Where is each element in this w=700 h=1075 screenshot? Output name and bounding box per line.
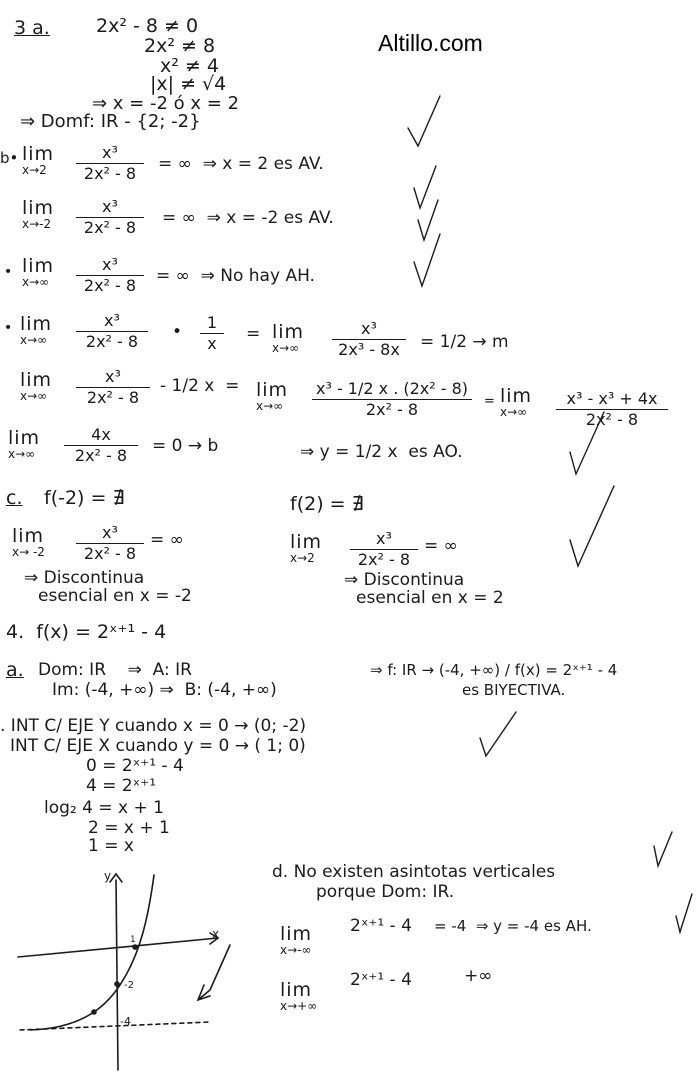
graph-point [115,982,119,986]
discontinuity-1b: esencial en x = -2 [38,586,192,606]
fraction-c2: x³ 2x² - 8 [350,530,418,569]
d2-result: +∞ [464,966,493,986]
limit-b-final: lim x→∞ [8,427,41,461]
domain-result: ⇒ Domf: IR - {2; -2} [20,111,201,132]
exercise-4-title: 4. f(x) = 2ˣ⁺¹ - 4 [6,621,167,643]
limit-m: lim x→∞ [20,313,53,347]
check-mark-icon [414,234,440,286]
exercise-3a-label: 3 a. [14,17,50,39]
item-b-mark: b• [0,149,19,167]
domain-line-4: |x| ≠ √4 [150,73,227,95]
graph-x-label: x [212,927,220,941]
c1-result: = ∞ [150,530,184,550]
b-result: = 0 → b [152,436,219,456]
domain-line-2: 2x² ≠ 8 [144,35,216,57]
check-marks [408,96,692,932]
times-dot: • [172,322,183,342]
solve-step-1: 0 = 2ˣ⁺¹ - 4 [86,756,184,776]
watermark: Altillo.com [378,30,483,56]
f-of-minus-2: f(-2) = ∄ [44,487,125,509]
domain-line-3: x² ≠ 4 [160,55,219,77]
biyectiva: es BIYECTIVA. [462,681,566,699]
check-mark-icon [408,96,440,146]
graph-asymptote-label: -4 [120,1015,131,1028]
limit-d2: lim x→+∞ [280,979,318,1013]
graph-x-mark: 1 [130,935,136,945]
graph-point [92,1010,96,1014]
limit-b2: lim x→∞ [256,379,289,413]
fraction-av1: x³ 2x² - 8 [76,144,144,183]
fraction-b2: x³ - 1/2 x . (2x² - 8) 2x² - 8 [312,380,472,419]
fraction-b3: x³ - x³ + 4x 2x² - 8 [556,390,668,429]
check-mark-icon [654,832,672,866]
d1-result: = -4 ⇒ y = -4 es AH. [434,917,592,935]
limit-b3: lim x→∞ [500,385,533,419]
domain-line-5: ⇒ x = -2 ó x = 2 [92,93,240,114]
discontinuity-2b: esencial en x = 2 [356,588,504,608]
limit-c2: lim x→2 [290,531,323,565]
solve-step-2: 4 = 2ˣ⁺¹ [86,776,157,796]
int-eje-y: . INT C/ EJE Y cuando x = 0 → (0; -2) [0,716,307,736]
d1-expr: 2ˣ⁺¹ - 4 [350,916,412,936]
check-mark-icon [198,945,230,1000]
fraction-b-final: 4x 2x² - 8 [64,426,138,465]
fraction-av2: x³ 2x² - 8 [76,198,144,237]
check-mark-icon [570,486,614,566]
limit-av1: lim x→2 [22,143,55,177]
graph-y-label: y [104,869,112,883]
y-axis [116,880,118,1070]
av1-result: = ∞ ⇒ x = 2 es AV. [158,154,324,174]
av2-result: = ∞ ⇒ x = -2 es AV. [162,208,334,228]
m-result: = 1/2 → m [420,332,509,352]
ah-result: = ∞ ⇒ No hay AH. [156,266,315,286]
exponential-curve [30,875,154,1030]
part-d-line-1: d. No existen asintotas verticales [272,862,556,882]
oblique-asymptote: ⇒ y = 1/2 x es AO. [300,442,463,462]
solve-step-4: 2 = x + 1 [88,818,170,838]
equals: = [246,324,261,344]
fraction-b: x³ 2x² - 8 [76,368,150,407]
limit-av2: lim x→-2 [22,197,55,231]
im-line: Im: (-4, +∞) ⇒ B: (-4, +∞) [52,680,277,700]
solve-step-5: 1 = x [88,836,134,856]
discontinuity-1a: ⇒ Discontinua [24,568,145,588]
d2-expr: 2ˣ⁺¹ - 4 [350,970,412,990]
fraction-1-over-x: 1 x [200,314,224,353]
domain-line-1: 2x² - 8 ≠ 0 [96,15,199,37]
f-of-2: f(2) = ∄ [290,493,364,515]
x-axis [18,938,218,957]
check-mark-icon [570,412,604,474]
limit-ah: lim x→∞ [22,255,55,289]
b-minus: - 1/2 x = [160,376,240,396]
limit-d1: lim x→-∞ [280,923,313,957]
fraction-ah: x³ 2x² - 8 [76,256,144,295]
limit-m2: lim x→∞ [272,321,305,355]
part-c-label: c. [6,487,23,509]
graph-point-label: -2 [124,980,134,991]
fraction-c1: x³ 2x² - 8 [76,524,144,563]
limit-c1: lim x→ -2 [12,525,45,559]
check-mark-icon [480,712,516,756]
bullet: • [4,264,13,280]
solve-step-3: log₂ 4 = x + 1 [44,798,164,818]
check-mark-icon [676,894,692,932]
function-def: ⇒ f: IR → (-4, +∞) / f(x) = 2ˣ⁺¹ - 4 [370,661,618,679]
c2-result: = ∞ [424,536,458,556]
fraction-m: x³ 2x² - 8 [76,312,148,351]
graph [18,874,230,1070]
part-d-line-2: porque Dom: IR. [316,882,455,902]
int-eje-x: INT C/ EJE X cuando y = 0 → ( 1; 0) [10,736,306,756]
part-a-label: a. [6,659,24,681]
equals: = [484,394,495,409]
bullet: • [4,320,13,336]
check-mark-icon [414,166,436,208]
discontinuity-2a: ⇒ Discontinua [344,570,465,590]
fraction-m2: x³ 2x³ - 8x [332,320,406,359]
limit-b: lim x→∞ [20,369,53,403]
dom-line: Dom: IR ⇒ A: IR [38,660,192,680]
